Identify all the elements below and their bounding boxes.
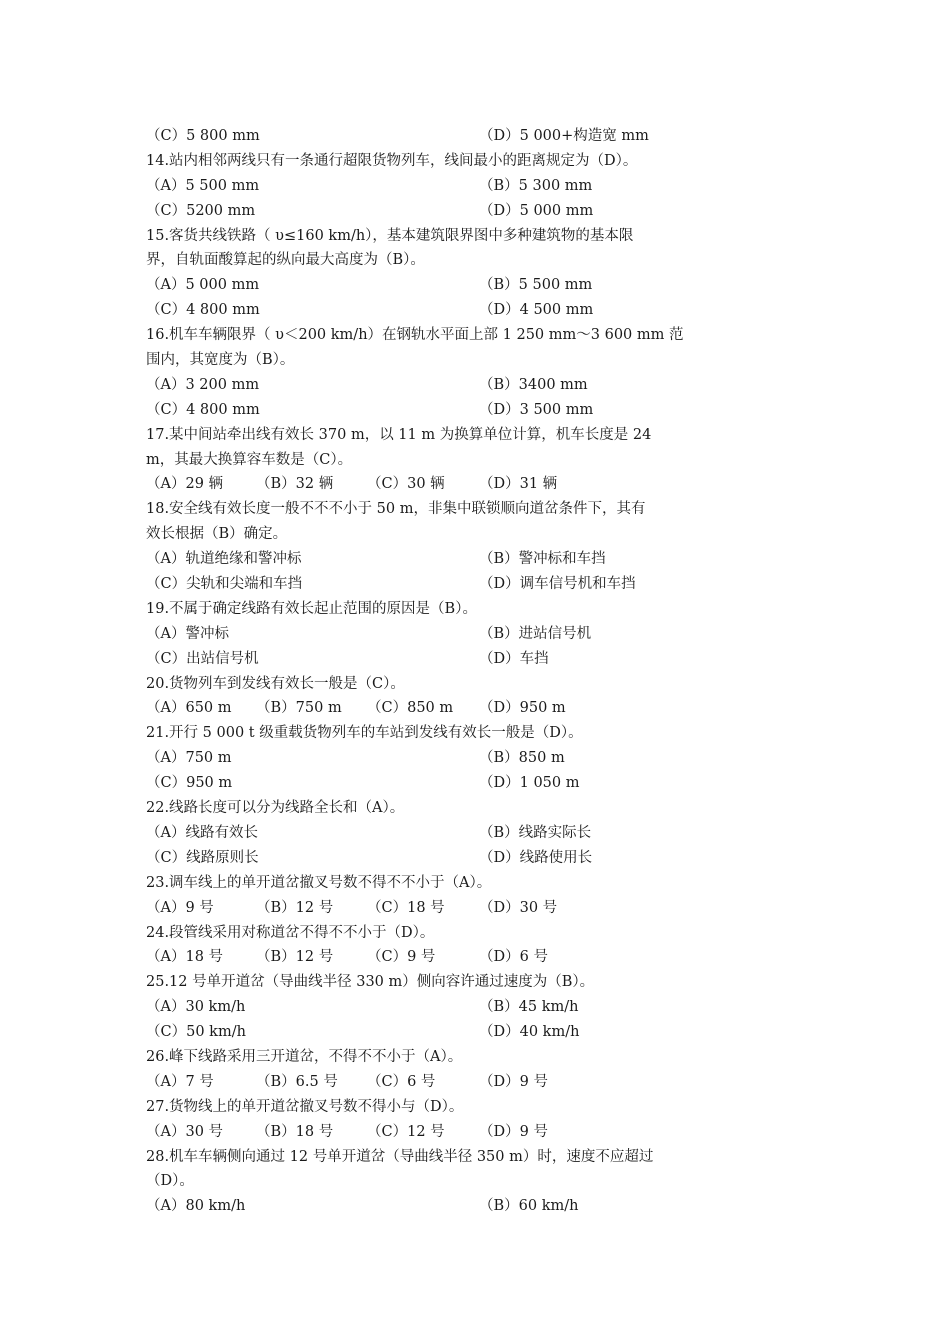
option-left: （A）750 m xyxy=(146,750,232,767)
option: （A）7 号 xyxy=(146,1073,214,1090)
options-row xyxy=(146,273,726,298)
option: （D）950 m xyxy=(479,700,566,717)
option-left: （C）线路原则长 xyxy=(146,849,259,866)
question-line: 24.段管线采用对称道岔不得不不小于（D）。 xyxy=(146,924,435,941)
option-right: （D）线路使用长 xyxy=(479,849,593,866)
option-right: （B）45 km/h xyxy=(479,999,579,1016)
option: （D）30 号 xyxy=(479,899,558,916)
option: （D）6 号 xyxy=(479,949,548,966)
option-right: （D）4 500 mm xyxy=(479,302,594,319)
option-right: （B）进站信号机 xyxy=(479,625,592,642)
question-line: m，其最大换算容车数是（C）。 xyxy=(146,451,353,468)
option-right: （B）3400 mm xyxy=(479,376,588,393)
option-left: （C）5200 mm xyxy=(146,202,256,219)
option: （A）650 m xyxy=(146,700,232,717)
option-left: （C）出站信号机 xyxy=(146,650,259,667)
option: （B）12 号 xyxy=(256,899,334,916)
option: （B）12 号 xyxy=(256,949,334,966)
question-line: 15.客货共线铁路（ υ≤160 km/h），基本建筑限界图中多种建筑物的基本限 xyxy=(146,227,634,244)
question-line: （D）。 xyxy=(146,1173,194,1190)
option-right: （B）线路实际长 xyxy=(479,824,592,841)
option-right: （B）850 m xyxy=(479,750,565,767)
options-row xyxy=(146,398,726,423)
options-row xyxy=(146,572,726,597)
option: （C）12 号 xyxy=(367,1123,445,1140)
options-row xyxy=(146,1120,726,1145)
options-row xyxy=(146,821,726,846)
question-line: 26.峰下线路采用三开道岔，不得不不小于（A）。 xyxy=(146,1048,463,1065)
question-line: 18.安全线有效长度一般不不不小于 50 m，非集中联锁顺向道岔条件下，其有 xyxy=(146,501,646,518)
question-line: 效长根据（B）确定。 xyxy=(146,526,288,543)
document-page xyxy=(146,124,726,1219)
option-right: （B）警冲标和车挡 xyxy=(479,551,606,568)
options-row xyxy=(146,174,726,199)
question-line: 27.货物线上的单开道岔撤叉号数不得小与（D）。 xyxy=(146,1098,464,1115)
options-row xyxy=(146,647,726,672)
option-left: （C）4 800 mm xyxy=(146,302,260,319)
option-right: （D）调车信号机和车挡 xyxy=(479,576,636,593)
question-line: 23.调车线上的单开道岔撤叉号数不得不不小于（A）。 xyxy=(146,874,492,891)
options-row xyxy=(146,124,726,149)
option: （C）18 号 xyxy=(367,899,445,916)
question-line: 界，自轨面酸算起的纵向最大高度为（B）。 xyxy=(146,252,425,269)
options-row xyxy=(146,298,726,323)
option: （C）6 号 xyxy=(367,1073,436,1090)
option: （D）9 号 xyxy=(479,1073,548,1090)
option-left: （A）5 000 mm xyxy=(146,277,260,294)
question-line: 22.线路长度可以分为线路全长和（A）。 xyxy=(146,800,405,817)
options-row xyxy=(146,1070,726,1095)
option: （B）18 号 xyxy=(256,1123,334,1140)
question-line: 16.机车车辆限界（ υ＜200 km/h）在钢轨水平面上部 1 250 mm～3 600 mm 范 xyxy=(146,327,684,344)
option-left: （A）线路有效长 xyxy=(146,824,258,841)
option-right: （D）3 500 mm xyxy=(479,401,594,418)
option: （A）9 号 xyxy=(146,899,214,916)
option: （B）750 m xyxy=(256,700,342,717)
option-left: （C）50 km/h xyxy=(146,1024,246,1041)
option: （B）32 辆 xyxy=(256,476,334,493)
options-row xyxy=(146,846,726,871)
options-row xyxy=(146,995,726,1020)
option-right: （B）5 500 mm xyxy=(479,277,593,294)
options-row xyxy=(146,771,726,796)
option: （C）850 m xyxy=(367,700,454,717)
question-line: 25.12 号单开道岔（导曲线半径 330 m）侧向容许通过速度为（B）。 xyxy=(146,974,595,991)
option-right: （D）5 000+构造宽 mm xyxy=(479,128,649,144)
option-left: （A）80 km/h xyxy=(146,1198,246,1215)
options-row xyxy=(146,746,726,771)
option-left: （C）5 800 mm xyxy=(146,128,260,144)
option-right: （D）1 050 m xyxy=(479,775,580,792)
option-left: （C）尖轨和尖端和车挡 xyxy=(146,576,303,593)
option-left: （C）950 m xyxy=(146,775,233,792)
option-left: （A）30 km/h xyxy=(146,999,246,1016)
question-line: 围内，其宽度为（B）。 xyxy=(146,352,295,369)
option: （C）9 号 xyxy=(367,949,436,966)
options-row xyxy=(146,696,726,721)
options-row xyxy=(146,896,726,921)
options-row xyxy=(146,1194,726,1219)
option-right: （B）5 300 mm xyxy=(479,177,593,194)
question-line: 14.站内相邻两线只有一条通行超限货物列车，线间最小的距离规定为（D）。 xyxy=(146,152,638,169)
option-left: （A）5 500 mm xyxy=(146,177,260,194)
option-left: （A）3 200 mm xyxy=(146,376,260,393)
options-row xyxy=(146,373,726,398)
option: （A）29 辆 xyxy=(146,476,224,493)
options-row xyxy=(146,1020,726,1045)
option: （D）31 辆 xyxy=(479,476,558,493)
option: （B）6.5 号 xyxy=(256,1073,338,1090)
option-right: （D）车挡 xyxy=(479,650,549,667)
question-line: 20.货物列车到发线有效长一般是（C）。 xyxy=(146,675,405,692)
option: （A）30 号 xyxy=(146,1123,224,1140)
question-line: 19.不属于确定线路有效长起止范围的原因是（B）。 xyxy=(146,600,477,617)
options-row xyxy=(146,622,726,647)
option-left: （A）警冲标 xyxy=(146,625,229,642)
options-row xyxy=(146,547,726,572)
option: （D）9 号 xyxy=(479,1123,548,1140)
options-row xyxy=(146,945,726,970)
question-line: 21.开行 5 000 t 级重载货物列车的车站到发线有效长一般是（D）。 xyxy=(146,725,583,742)
option-right: （D）5 000 mm xyxy=(479,202,594,219)
question-line: 28.机车车辆侧向通过 12 号单开道岔（导曲线半径 350 m）时，速度不应超过 xyxy=(146,1148,654,1165)
option: （A）18 号 xyxy=(146,949,224,966)
option-left: （C）4 800 mm xyxy=(146,401,260,418)
option: （C）30 辆 xyxy=(367,476,445,493)
options-row xyxy=(146,472,726,497)
option-left: （A）轨道绝缘和警冲标 xyxy=(146,551,302,568)
option-right: （B）60 km/h xyxy=(479,1198,579,1215)
question-line: 17.某中间站牵出线有效长 370 m，以 11 m 为换算单位计算，机车长度是 24 xyxy=(146,426,652,443)
option-right: （D）40 km/h xyxy=(479,1024,580,1041)
options-row xyxy=(146,199,726,224)
